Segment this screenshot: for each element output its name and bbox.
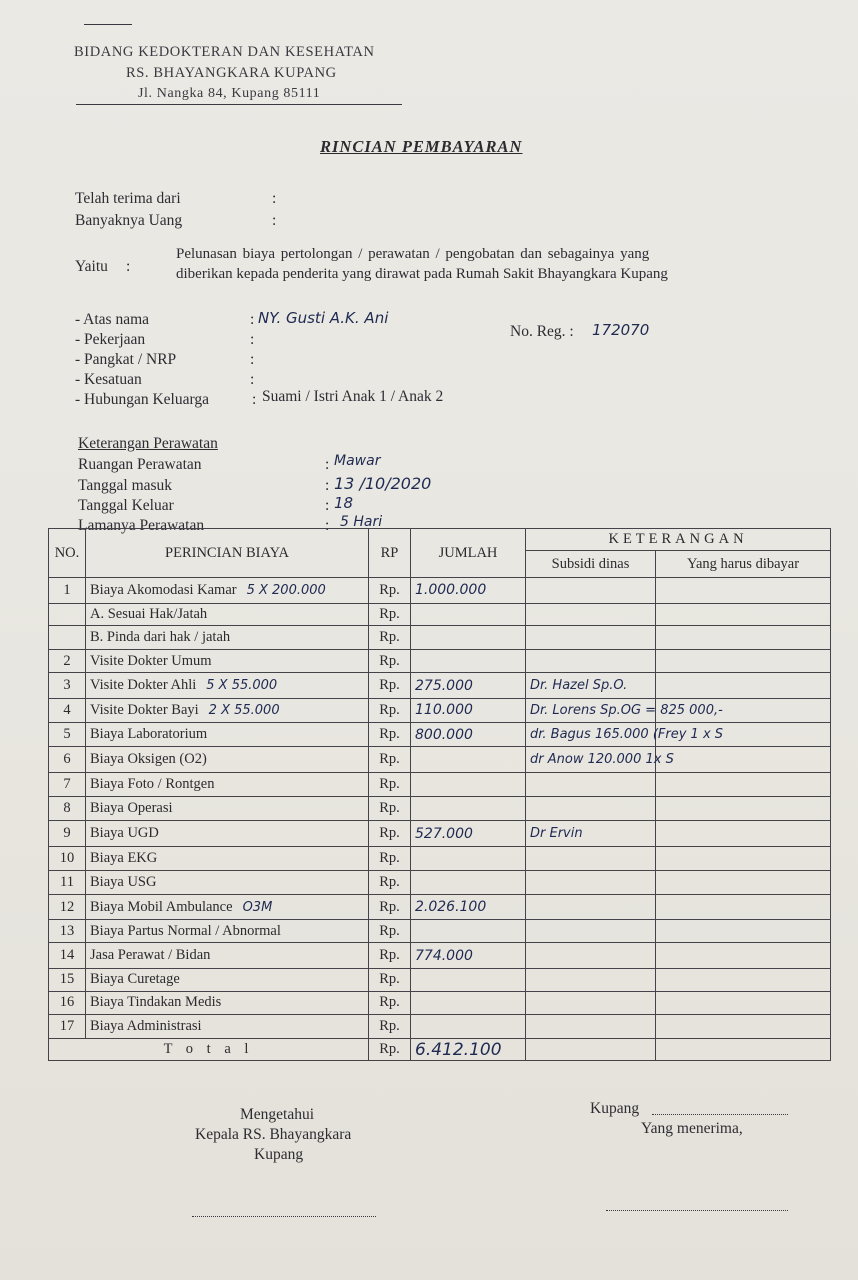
col-keterangan-header: KETERANGAN xyxy=(526,529,831,551)
total-value: 6.412.100 xyxy=(411,1039,526,1061)
row-rp: Rp. xyxy=(369,578,411,604)
row-item xyxy=(86,649,369,673)
in-date-colon: : xyxy=(325,477,330,494)
row-rp: Rp. xyxy=(369,847,411,871)
row-amount xyxy=(411,919,526,943)
row-rp: Rp. xyxy=(369,722,411,747)
row-no: 16 xyxy=(49,991,86,1015)
rank-colon: : xyxy=(250,351,255,368)
unit-colon: : xyxy=(250,371,255,388)
job-label: - Pekerjaan xyxy=(75,331,146,348)
total-payable-cell xyxy=(656,1039,831,1061)
document-title: RINCIAN PEMBAYARAN xyxy=(320,137,523,156)
row-amount: 110.000 xyxy=(411,699,526,723)
received-from-label: Telah terima dari xyxy=(75,190,181,207)
relation-colon: : xyxy=(252,391,257,408)
col-item-header: PERINCIAN BIAYA xyxy=(86,529,369,578)
row-rp: Rp. xyxy=(369,626,411,650)
duration-label: Lamanya Perawatan xyxy=(78,517,205,534)
total-rp: Rp. xyxy=(369,1039,411,1061)
row-amount: 1.000.000 xyxy=(411,578,526,604)
duration-colon: : xyxy=(325,517,330,534)
row-rp: Rp. xyxy=(369,1015,411,1039)
row-keterangan xyxy=(526,943,656,969)
row-amount xyxy=(411,626,526,650)
sign-left-line2: Kepala RS. Bhayangkara xyxy=(195,1126,352,1143)
table-row xyxy=(49,991,831,1015)
row-item xyxy=(86,870,369,895)
row-amount xyxy=(411,969,526,992)
row-item xyxy=(86,895,369,920)
row-payable xyxy=(656,991,831,1015)
row-rp: Rp. xyxy=(369,821,411,847)
row-no: 4 xyxy=(49,699,86,723)
row-rp: Rp. xyxy=(369,991,411,1015)
row-keterangan: dr Anow 120.000 1x S xyxy=(526,747,656,773)
row-keterangan xyxy=(526,991,656,1015)
table-row xyxy=(49,821,831,847)
col-subsidi-header: Subsidi dinas xyxy=(526,551,656,578)
row-item-label: Biaya Akomodasi Kamar xyxy=(90,581,237,598)
row-keterangan: Dr. Lorens Sp.OG = 825 000,- xyxy=(526,699,656,723)
header-underline xyxy=(76,104,402,105)
row-item-label: Biaya Operasi xyxy=(90,799,173,816)
row-keterangan xyxy=(526,649,656,673)
table-row xyxy=(49,673,831,699)
purpose-label: Yaitu xyxy=(75,258,108,275)
row-item xyxy=(86,847,369,871)
row-payable xyxy=(656,847,831,871)
amount-label: Banyaknya Uang xyxy=(75,212,183,229)
row-rp: Rp. xyxy=(369,603,411,626)
row-item-label: Biaya Mobil Ambulance xyxy=(90,898,233,915)
room-value: Mawar xyxy=(334,453,381,469)
row-item-note: 5 X 200.000 xyxy=(246,582,326,598)
row-amount xyxy=(411,847,526,871)
row-rp: Rp. xyxy=(369,919,411,943)
header-line1: BIDANG KEDOKTERAN DAN KESEHATAN xyxy=(74,44,375,60)
row-item xyxy=(86,603,369,626)
row-keterangan xyxy=(526,578,656,604)
reg-value: 172070 xyxy=(592,321,650,339)
row-item-note: 2 X 55.000 xyxy=(208,702,280,718)
row-amount xyxy=(411,603,526,626)
total-label: T o t a l xyxy=(49,1039,369,1061)
received-from-colon: : xyxy=(272,190,277,207)
row-keterangan xyxy=(526,796,656,821)
patient-name-value: NY. Gusti A.K. Ani xyxy=(258,309,389,327)
table-row xyxy=(49,919,831,943)
table-row xyxy=(49,870,831,895)
row-payable xyxy=(656,796,831,821)
row-amount xyxy=(411,870,526,895)
row-item xyxy=(86,722,369,747)
row-rp: Rp. xyxy=(369,943,411,969)
row-item xyxy=(86,969,369,992)
purpose-line1: Pelunasan biaya pertolongan / perawatan / pengobatan dan sebagainya yang xyxy=(176,246,650,262)
total-subsidi-cell xyxy=(526,1039,656,1061)
patient-name-label: - Atas nama xyxy=(75,311,150,328)
row-item-label: Biaya Administrasi xyxy=(90,1018,202,1035)
patient-name-colon: : xyxy=(250,311,255,328)
row-payable xyxy=(656,969,831,992)
sign-left-line3: Kupang xyxy=(254,1146,304,1163)
row-no xyxy=(49,626,86,650)
row-no: 8 xyxy=(49,796,86,821)
row-item-label: Visite Dokter Bayi xyxy=(90,701,199,718)
amount-colon: : xyxy=(272,212,277,229)
row-payable xyxy=(656,821,831,847)
row-item xyxy=(86,943,369,969)
row-item-note: 5 X 55.000 xyxy=(206,678,278,694)
row-item-label: Jasa Perawat / Bidan xyxy=(90,947,211,964)
relation-value: Suami / Istri Anak 1 / Anak 2 xyxy=(262,388,444,405)
row-keterangan xyxy=(526,969,656,992)
row-amount: 527.000 xyxy=(411,821,526,847)
sign-left-dotted-line xyxy=(192,1216,376,1217)
row-keterangan xyxy=(526,895,656,920)
row-item xyxy=(86,991,369,1015)
row-no: 11 xyxy=(49,870,86,895)
sign-right-line2: Yang menerima, xyxy=(641,1120,743,1137)
sign-left-line1: Mengetahui xyxy=(240,1106,315,1123)
row-keterangan: dr. Bagus 165.000 (Frey 1 x S xyxy=(526,722,656,747)
row-item-label: Visite Dokter Ahli xyxy=(90,677,197,694)
row-rp: Rp. xyxy=(369,870,411,895)
row-item xyxy=(86,796,369,821)
sign-right-dotted-line xyxy=(606,1210,788,1211)
row-no: 12 xyxy=(49,895,86,920)
row-no: 6 xyxy=(49,747,86,773)
row-item xyxy=(86,747,369,773)
row-payable xyxy=(656,626,831,650)
row-amount xyxy=(411,773,526,797)
row-amount xyxy=(411,649,526,673)
row-item-label: Biaya Curetage xyxy=(90,971,180,988)
row-item xyxy=(86,673,369,699)
table-row xyxy=(49,626,831,650)
row-payable xyxy=(656,870,831,895)
row-payable xyxy=(656,1015,831,1039)
out-date-label: Tanggal Keluar xyxy=(78,497,174,514)
billing-table xyxy=(48,528,831,1061)
purpose-line2: diberikan kepada penderita yang dirawat pada Rumah Sakit Bhayangkara Kupang xyxy=(176,266,668,282)
table-row xyxy=(49,722,831,747)
duration-value: 5 Hari xyxy=(340,514,383,530)
row-payable xyxy=(656,943,831,969)
row-no: 17 xyxy=(49,1015,86,1039)
row-item-label: A. Sesuai Hak/Jatah xyxy=(90,605,208,622)
col-no-header: NO. xyxy=(49,529,86,578)
row-no: 13 xyxy=(49,919,86,943)
row-keterangan: Dr. Hazel Sp.O. xyxy=(526,673,656,699)
table-row xyxy=(49,1015,831,1039)
row-keterangan xyxy=(526,919,656,943)
col-payable-header: Yang harus dibayar xyxy=(656,551,831,578)
in-date-value: 13 /10/2020 xyxy=(334,474,432,493)
row-no: 2 xyxy=(49,649,86,673)
row-item-label: Biaya Partus Normal / Abnormal xyxy=(90,922,281,939)
table-row xyxy=(49,895,831,920)
row-item xyxy=(86,1015,369,1039)
out-date-colon: : xyxy=(325,497,330,514)
top-mark xyxy=(84,24,132,25)
row-payable xyxy=(656,578,831,604)
row-rp: Rp. xyxy=(369,649,411,673)
row-amount xyxy=(411,991,526,1015)
row-rp: Rp. xyxy=(369,773,411,797)
row-payable xyxy=(656,773,831,797)
header-address: Jl. Nangka 84, Kupang 85111 xyxy=(138,86,321,101)
table-row xyxy=(49,969,831,992)
sign-right-date-line xyxy=(652,1114,788,1115)
row-item-label: Biaya UGD xyxy=(90,825,159,842)
table-row xyxy=(49,796,831,821)
row-payable xyxy=(656,649,831,673)
table-row xyxy=(49,603,831,626)
row-amount: 800.000 xyxy=(411,722,526,747)
row-amount xyxy=(411,796,526,821)
row-no: 15 xyxy=(49,969,86,992)
row-amount: 774.000 xyxy=(411,943,526,969)
row-payable xyxy=(656,895,831,920)
table-row xyxy=(49,649,831,673)
care-heading: Keterangan Perawatan xyxy=(78,435,218,452)
row-item-label: Biaya Foto / Rontgen xyxy=(90,775,215,792)
row-keterangan xyxy=(526,870,656,895)
row-keterangan xyxy=(526,626,656,650)
row-item-label: Biaya EKG xyxy=(90,849,158,866)
room-label: Ruangan Perawatan xyxy=(78,456,202,473)
row-rp: Rp. xyxy=(369,895,411,920)
row-no: 5 xyxy=(49,722,86,747)
row-keterangan xyxy=(526,1015,656,1039)
out-date-value: 18 xyxy=(334,494,354,512)
row-no: 9 xyxy=(49,821,86,847)
row-payable xyxy=(656,747,831,773)
row-payable xyxy=(656,673,831,699)
row-amount: 275.000 xyxy=(411,673,526,699)
row-amount: 2.026.100 xyxy=(411,895,526,920)
row-item-note: O3M xyxy=(242,899,273,915)
row-no: 10 xyxy=(49,847,86,871)
row-item-label: Biaya Laboratorium xyxy=(90,726,208,742)
row-item-label: B. Pinda dari hak / jatah xyxy=(90,629,231,645)
row-rp: Rp. xyxy=(369,673,411,699)
row-amount xyxy=(411,1015,526,1039)
row-item-label: Biaya Tindakan Medis xyxy=(90,994,222,1011)
reg-label: No. Reg. : xyxy=(510,323,574,340)
relation-label: - Hubungan Keluarga xyxy=(75,391,210,408)
purpose-colon: : xyxy=(126,258,131,275)
room-colon: : xyxy=(325,456,330,473)
col-amount-header: JUMLAH xyxy=(411,529,526,578)
table-row xyxy=(49,699,831,723)
row-keterangan xyxy=(526,847,656,871)
in-date-label: Tanggal masuk xyxy=(78,477,173,494)
table-row xyxy=(49,847,831,871)
row-no: 14 xyxy=(49,943,86,969)
row-rp: Rp. xyxy=(369,699,411,723)
row-payable xyxy=(656,603,831,626)
row-payable xyxy=(656,919,831,943)
row-item xyxy=(86,773,369,797)
row-keterangan xyxy=(526,773,656,797)
row-no: 7 xyxy=(49,773,86,797)
row-item xyxy=(86,699,369,723)
job-colon: : xyxy=(250,331,255,348)
row-rp: Rp. xyxy=(369,969,411,992)
row-no: 1 xyxy=(49,578,86,604)
table-row xyxy=(49,773,831,797)
row-rp: Rp. xyxy=(369,796,411,821)
row-item-label: Biaya Oksigen (O2) xyxy=(90,751,207,768)
row-item-label: Visite Dokter Umum xyxy=(90,652,212,669)
sign-right-place: Kupang xyxy=(590,1100,640,1117)
row-keterangan: Dr Ervin xyxy=(526,821,656,847)
row-item xyxy=(86,821,369,847)
rank-label: - Pangkat / NRP xyxy=(75,351,177,368)
row-item xyxy=(86,578,369,604)
row-amount xyxy=(411,747,526,773)
row-item-label: Biaya USG xyxy=(90,873,157,890)
row-item xyxy=(86,626,369,650)
row-no xyxy=(49,603,86,626)
row-keterangan xyxy=(526,603,656,626)
unit-label: - Kesatuan xyxy=(75,371,142,388)
header-line2: RS. BHAYANGKARA KUPANG xyxy=(126,65,337,81)
row-no: 3 xyxy=(49,673,86,699)
row-item xyxy=(86,919,369,943)
table-row xyxy=(49,943,831,969)
table-row xyxy=(49,747,831,773)
row-rp: Rp. xyxy=(369,747,411,773)
table-row xyxy=(49,578,831,604)
col-rp-header: RP xyxy=(369,529,411,578)
